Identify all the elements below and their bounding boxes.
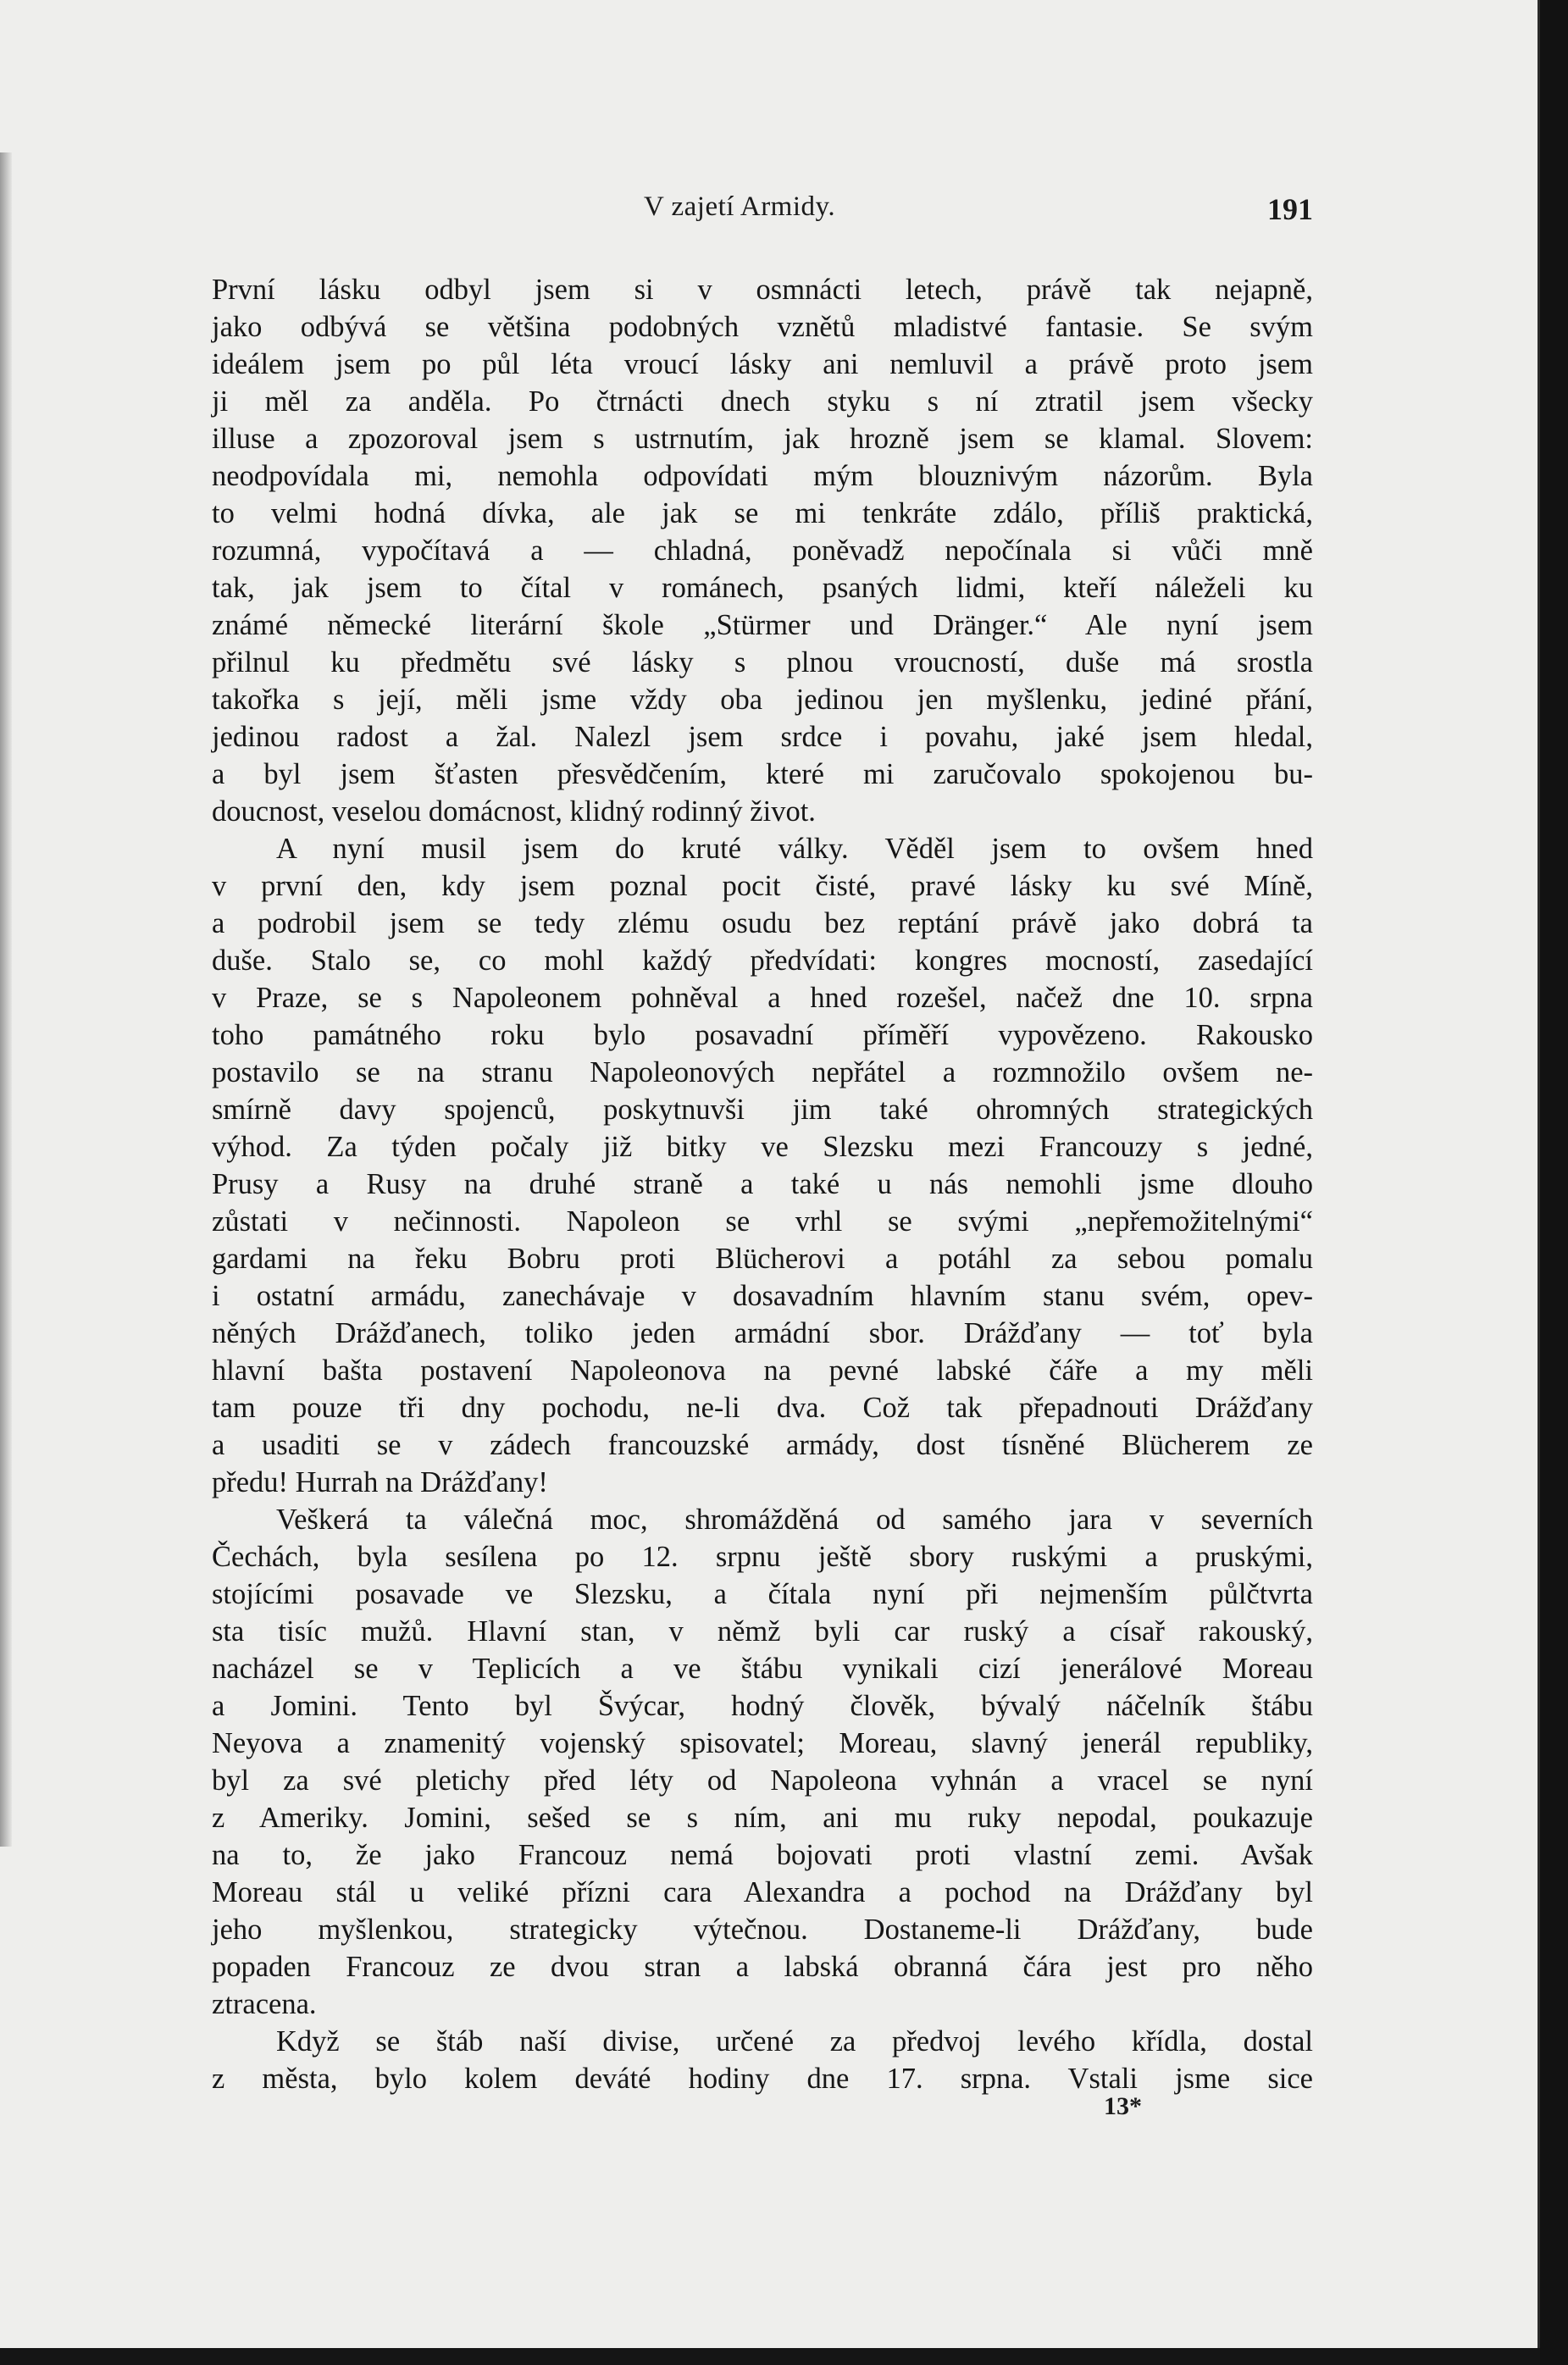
text-line: takořka s její, měli jsme vždy oba jedinou jen myšlenku, jediné přání, <box>212 684 1313 716</box>
text-line: tam pouze tři dny pochodu, ne-li dva. Což tak přepadnouti Drážďany <box>212 1392 1313 1424</box>
text-line: duše. Stalo se, co mohl každý předvídati: kongres mocností, zasedající <box>212 944 1313 977</box>
text-line: tak, jak jsem to čítal v románech, psaných lidmi, kteří náleželi ku <box>212 572 1313 604</box>
text-line: známé německé literární škole „Stürmer und Dränger.“ Ale nyní jsem <box>212 609 1313 641</box>
page-spine-shadow <box>0 152 12 1847</box>
text-line: toho památného roku bylo posavadní příměří vypovězeno. Rakousko <box>212 1019 1313 1051</box>
text-line: Čechách, byla sesílena po 12. srpnu ještě sbory ruskými a pruskými, <box>212 1541 1313 1573</box>
text-line: Neyova a znamenitý vojenský spisovatel; Moreau, slavný jenerál republiky, <box>212 1727 1313 1759</box>
text-line: illuse a zpozoroval jsem s ustrnutím, jak hrozně jsem se klamal. Slovem: <box>212 423 1313 455</box>
text-line: jeho myšlenkou, strategicky výtečnou. Dostaneme-li Drážďany, bude <box>212 1914 1313 1946</box>
text-line: a Jomini. Tento byl Švýcar, hodný člověk, bývalý náčelník štábu <box>212 1690 1313 1722</box>
text-line: sta tisíc mužů. Hlavní stan, v němž byli car ruský a císař rakouský, <box>212 1615 1313 1648</box>
text-line: výhod. Za týden počaly již bitky ve Slezsku mezi Francouzy s jedné, <box>212 1131 1313 1163</box>
text-line: byl za své pletichy před léty od Napoleona vyhnán a vracel se nyní <box>212 1764 1313 1797</box>
text-line: Veškerá ta válečná moc, shromážděná od samého jara v severních <box>276 1504 1313 1536</box>
text-line: ideálem jsem po půl léta vroucí lásky ani nemluvil a právě proto jsem <box>212 348 1313 380</box>
text-line: postavilo se na stranu Napoleonových nepřátel a rozmnožilo ovšem ne- <box>212 1056 1313 1088</box>
text-line: smírně davy spojenců, poskytnuvši jim také ohromných strategických <box>212 1094 1313 1126</box>
text-line: rozumná, vypočítavá a — chladná, poněvadž nepočínala si vůči mně <box>212 534 1313 567</box>
text-line: Moreau stál u veliké přízni cara Alexandra a pochod na Drážďany byl <box>212 1876 1313 1908</box>
page-header <box>212 191 1313 242</box>
running-title: V zajetí Armidy. <box>644 191 836 222</box>
text-line: neodpovídala mi, nemohla odpovídati mým blouznivým názorům. Byla <box>212 460 1313 492</box>
text-line: to velmi hodná dívka, ale jak se mi tenkráte zdálo, příliš praktická, <box>212 497 1313 529</box>
scan-border <box>1540 0 1568 2365</box>
text-line: jedinou radost a žal. Nalezl jsem srdce i povahu, jaké jsem hledal, <box>212 721 1313 753</box>
text-line: z Ameriky. Jomini, sešed se s ním, ani mu ruky nepodal, poukazuje <box>212 1802 1313 1834</box>
text-line: na to, že jako Francouz nemá bojovati proti vlastní zemi. Avšak <box>212 1839 1313 1871</box>
body-text <box>212 271 1313 2097</box>
text-line: stojícími posavade ve Slezsku, a čítala nyní při nejmenším půlčtvrta <box>212 1578 1313 1610</box>
text-line: doucnost, veselou domácnost, klidný rodinný život. <box>212 795 816 828</box>
text-line: a usaditi se v zádech francouzské armády, dost tísněné Blücherem ze <box>212 1429 1313 1461</box>
text-line: hlavní bašta postavení Napoleonova na pevné labské čáře a my měli <box>212 1354 1313 1387</box>
text-line: něných Drážďanech, toliko jeden armádní sbor. Drážďany — toť byla <box>212 1317 1313 1349</box>
signature-mark: 13* <box>1104 2092 1142 2120</box>
text-line: popaden Francouz ze dvou stran a labská obranná čára jest pro něho <box>212 1951 1313 1983</box>
text-line: A nyní musil jsem do kruté války. Věděl jsem to ovšem hned <box>276 833 1313 865</box>
text-line: nacházel se v Teplicích a ve štábu vynikali cizí jenerálové Moreau <box>212 1653 1313 1685</box>
text-line: Prusy a Rusy na druhé straně a také u nás nemohli jsme dlouho <box>212 1168 1313 1200</box>
text-line: i ostatní armádu, zanechávaje v dosavadním hlavním stanu svém, opev- <box>212 1280 1313 1312</box>
text-line: v Praze, se s Napoleonem pohněval a hned rozešel, načež dne 10. srpna <box>212 982 1313 1014</box>
text-line: ji měl za anděla. Po čtrnácti dnech styku s ní ztratil jsem všecky <box>212 385 1313 418</box>
text-line: z města, bylo kolem deváté hodiny dne 17. srpna. Vstali jsme sice <box>212 2063 1313 2095</box>
text-line: a byl jsem šťasten přesvědčením, které mi zaručovalo spokojenou bu- <box>212 758 1313 790</box>
text-line: přilnul ku předmětu své lásky s plnou vroucností, duše má srostla <box>212 646 1313 678</box>
text-line: v první den, kdy jsem poznal pocit čisté, pravé lásky ku své Míně, <box>212 870 1313 902</box>
text-line: gardami na řeku Bobru proti Blücherovi a potáhl za sebou pomalu <box>212 1243 1313 1275</box>
text-line: Když se štáb naší divise, určené za předvoj levého křídla, dostal <box>276 2025 1313 2058</box>
text-line: jako odbývá se většina podobných vznětů mladistvé fantasie. Se svým <box>212 311 1313 343</box>
text-line: zůstati v nečinnosti. Napoleon se vrhl se svými „nepřemožitelnými“ <box>212 1205 1313 1238</box>
text-line: předu! Hurrah na Drážďany! <box>212 1466 548 1498</box>
text-line: První lásku odbyl jsem si v osmnácti letech, právě tak nejapně, <box>212 274 1313 306</box>
page-number: 191 <box>1267 192 1313 226</box>
text-line: ztracena. <box>212 1988 317 2020</box>
text-line: a podrobil jsem se tedy zlému osudu bez reptání právě jako dobrá ta <box>212 907 1313 939</box>
